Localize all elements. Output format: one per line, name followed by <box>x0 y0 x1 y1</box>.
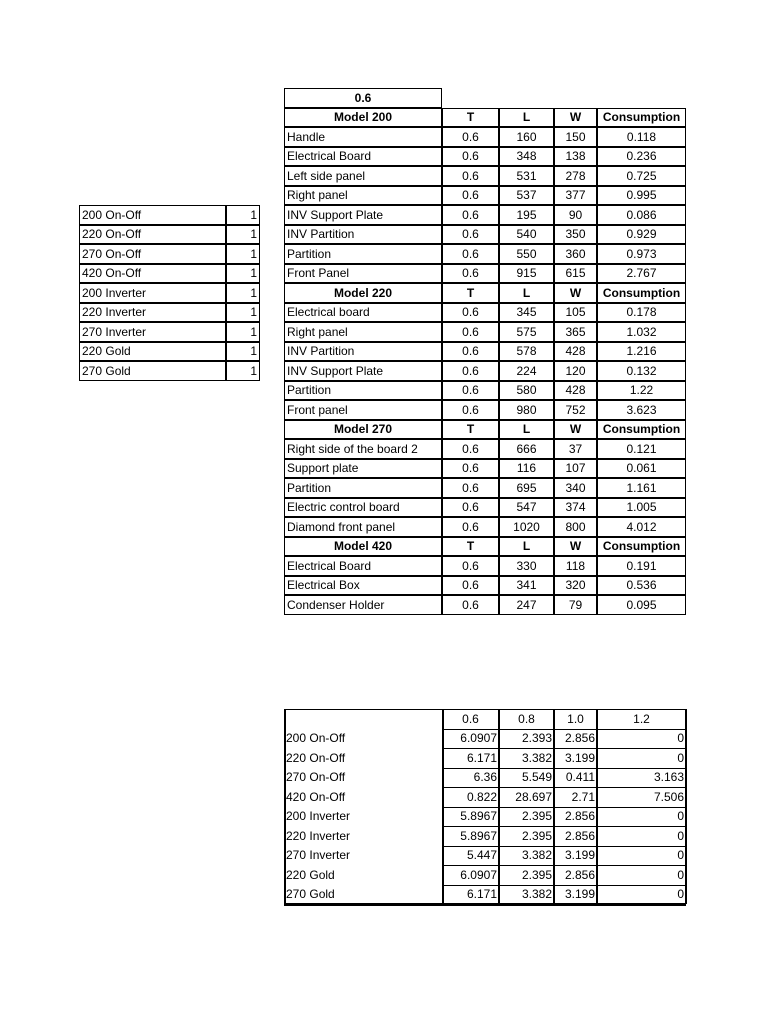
column-header: L <box>499 108 554 128</box>
part-name-cell: Electrical Board <box>284 147 442 167</box>
quantity-cell: 1 <box>226 225 260 245</box>
table-cell: 5.8967 <box>460 809 497 824</box>
table-cell: 915 <box>499 264 554 284</box>
part-name-cell: Electrical board <box>284 303 442 323</box>
table-cell: 547 <box>499 498 554 518</box>
table-cell: 0.6 <box>442 342 499 362</box>
model-name-cell: 220 Inverter <box>286 828 351 843</box>
table-cell: 3.199 <box>564 750 595 765</box>
part-name-cell: Diamond front panel <box>284 517 442 537</box>
table-cell: 0.995 <box>597 186 686 206</box>
table-cell: 0.118 <box>597 127 686 147</box>
table-cell: 1.161 <box>597 478 686 498</box>
table-cell: 3.199 <box>564 848 595 863</box>
table-cell: 0.6 <box>442 498 499 518</box>
model-name-cell: 270 Inverter <box>286 848 351 863</box>
part-name-cell: Right side of the board 2 <box>284 439 442 459</box>
model-header: Model 220 <box>284 283 442 303</box>
table-cell: 0 <box>677 867 684 882</box>
model-name-cell: 220 On-Off <box>79 225 226 245</box>
quantity-cell: 1 <box>226 342 260 362</box>
table-cell: 0 <box>677 731 684 746</box>
table-cell: 2.856 <box>564 809 595 824</box>
table-cell: 6.0907 <box>460 867 497 882</box>
model-name-cell: 420 On-Off <box>286 789 346 804</box>
table-cell: 0.929 <box>597 225 686 245</box>
model-name-cell: 270 On-Off <box>79 244 226 264</box>
model-header: Model 420 <box>284 537 442 557</box>
table-cell: 550 <box>499 244 554 264</box>
table-cell: 0 <box>677 750 684 765</box>
table-cell: 0.236 <box>597 147 686 167</box>
table-cell: 37 <box>554 439 597 459</box>
table-cell: 150 <box>554 127 597 147</box>
table-cell: 28.697 <box>515 789 552 804</box>
table-cell: 0.6 <box>442 225 499 245</box>
table-cell: 2.856 <box>564 828 595 843</box>
table-cell: 320 <box>554 576 597 596</box>
table-cell: 224 <box>499 361 554 381</box>
table-cell: 116 <box>499 459 554 479</box>
table-cell: 428 <box>554 381 597 401</box>
table-cell: 6.36 <box>473 770 497 785</box>
table-cell: 0 <box>677 828 684 843</box>
table-cell: 2.395 <box>521 809 552 824</box>
table-cell: 2.71 <box>571 789 595 804</box>
model-name-cell: 270 On-Off <box>286 770 346 785</box>
table-cell: 980 <box>499 400 554 420</box>
table-title: 0.6 <box>284 88 442 108</box>
model-name-cell: 220 Inverter <box>79 303 226 323</box>
table-cell: 0.6 <box>442 264 499 284</box>
table-cell: 0.6 <box>442 459 499 479</box>
column-header: L <box>499 283 554 303</box>
table-cell: 345 <box>499 303 554 323</box>
table-cell: 531 <box>499 166 554 186</box>
table-cell: 2.856 <box>564 731 595 746</box>
table-cell: 278 <box>554 166 597 186</box>
model-name-cell: 200 Inverter <box>79 283 226 303</box>
table-cell: 0.095 <box>597 595 686 615</box>
column-header: W <box>554 537 597 557</box>
table-cell: 0.191 <box>597 556 686 576</box>
model-name-cell: 220 On-Off <box>286 750 346 765</box>
model-name-cell: 200 On-Off <box>286 731 346 746</box>
table-cell: 3.382 <box>521 750 552 765</box>
quantity-cell: 1 <box>226 283 260 303</box>
table-cell: 247 <box>499 595 554 615</box>
table-cell: 5.447 <box>466 848 497 863</box>
table-cell: 2.393 <box>521 731 552 746</box>
table-cell: 3.199 <box>564 887 595 902</box>
table-cell: 3.623 <box>597 400 686 420</box>
column-header: L <box>499 420 554 440</box>
table-cell: 0.6 <box>442 147 499 167</box>
table-cell: 348 <box>499 147 554 167</box>
quantity-cell: 1 <box>226 205 260 225</box>
table-cell: 0.822 <box>466 789 497 804</box>
column-header: 0.8 <box>518 711 535 726</box>
table-cell: 0.178 <box>597 303 686 323</box>
column-header: 1.0 <box>567 711 584 726</box>
column-header: Consumption <box>597 537 686 557</box>
model-name-cell: 270 Inverter <box>79 322 226 342</box>
table-cell: 7.506 <box>653 789 684 804</box>
model-header: Model 200 <box>284 108 442 128</box>
quantity-cell: 1 <box>226 322 260 342</box>
model-name-cell: 420 On-Off <box>79 264 226 284</box>
part-name-cell: Partition <box>284 381 442 401</box>
table-cell: 120 <box>554 361 597 381</box>
table-cell: 1.005 <box>597 498 686 518</box>
column-header: W <box>554 108 597 128</box>
table-cell: 6.0907 <box>460 731 497 746</box>
part-name-cell: Electrical Box <box>284 576 442 596</box>
quantity-cell: 1 <box>226 264 260 284</box>
table-cell: 0.132 <box>597 361 686 381</box>
table-cell: 0.6 <box>442 576 499 596</box>
table-cell: 0.536 <box>597 576 686 596</box>
table-cell: 105 <box>554 303 597 323</box>
model-name-cell: 220 Gold <box>286 867 335 882</box>
quantity-cell: 1 <box>226 361 260 381</box>
part-name-cell: Partition <box>284 478 442 498</box>
part-name-cell: Right panel <box>284 186 442 206</box>
table-cell: 0.6 <box>442 439 499 459</box>
part-name-cell: Electrical Board <box>284 556 442 576</box>
table-cell: 374 <box>554 498 597 518</box>
model-name-cell: 200 On-Off <box>79 205 226 225</box>
table-cell: 1.216 <box>597 342 686 362</box>
table-cell: 0.6 <box>442 478 499 498</box>
table-cell: 540 <box>499 225 554 245</box>
table-cell: 537 <box>499 186 554 206</box>
column-header: L <box>499 537 554 557</box>
table-cell: 6.171 <box>466 750 497 765</box>
table-cell: 0.086 <box>597 205 686 225</box>
table-cell: 0.6 <box>442 244 499 264</box>
table-cell: 2.395 <box>521 867 552 882</box>
table-cell: 340 <box>554 478 597 498</box>
column-header: W <box>554 420 597 440</box>
table-cell: 1.032 <box>597 322 686 342</box>
table-cell: 0.6 <box>442 205 499 225</box>
table-cell: 341 <box>499 576 554 596</box>
part-name-cell: Handle <box>284 127 442 147</box>
column-header: T <box>442 420 499 440</box>
table-cell: 0.6 <box>442 556 499 576</box>
column-header: Consumption <box>597 283 686 303</box>
part-name-cell: INV Support Plate <box>284 205 442 225</box>
table-cell: 79 <box>554 595 597 615</box>
table-cell: 2.395 <box>521 828 552 843</box>
table-cell: 0.6 <box>442 361 499 381</box>
model-name-cell: 270 Gold <box>79 361 226 381</box>
table-cell: 0.411 <box>565 770 595 785</box>
table-cell: 330 <box>499 556 554 576</box>
table-cell: 3.382 <box>521 848 552 863</box>
column-header: 1.2 <box>633 711 650 726</box>
model-name-cell: 270 Gold <box>286 887 335 902</box>
table-cell: 428 <box>554 342 597 362</box>
table-cell: 1020 <box>499 517 554 537</box>
column-header: Consumption <box>597 420 686 440</box>
model-name-cell: 220 Gold <box>79 342 226 362</box>
table-cell: 0.6 <box>442 400 499 420</box>
part-name-cell: Electric control board <box>284 498 442 518</box>
table-cell: 0 <box>677 887 684 902</box>
table-cell: 578 <box>499 342 554 362</box>
table-cell: 580 <box>499 381 554 401</box>
table-cell: 0.6 <box>442 186 499 206</box>
table-cell: 0.725 <box>597 166 686 186</box>
table-cell: 0.6 <box>442 127 499 147</box>
column-header: T <box>442 283 499 303</box>
table-cell: 0.6 <box>442 595 499 615</box>
model-name-cell: 200 Inverter <box>286 809 351 824</box>
column-header: T <box>442 108 499 128</box>
quantity-cell: 1 <box>226 244 260 264</box>
part-name-cell: Left side panel <box>284 166 442 186</box>
part-name-cell: INV Support Plate <box>284 361 442 381</box>
table-cell: 5.8967 <box>460 828 497 843</box>
table-cell: 575 <box>499 322 554 342</box>
part-name-cell: Condenser Holder <box>284 595 442 615</box>
table-cell: 0.6 <box>442 303 499 323</box>
table-cell: 0.973 <box>597 244 686 264</box>
part-name-cell: INV Partition <box>284 342 442 362</box>
table-cell: 350 <box>554 225 597 245</box>
column-header: Consumption <box>597 108 686 128</box>
table-cell: 0.121 <box>597 439 686 459</box>
table-cell: 0.061 <box>597 459 686 479</box>
table-cell: 0 <box>677 809 684 824</box>
table-cell: 0 <box>677 848 684 863</box>
quantity-cell: 1 <box>226 303 260 323</box>
table-cell: 118 <box>554 556 597 576</box>
part-name-cell: Partition <box>284 244 442 264</box>
model-header: Model 270 <box>284 420 442 440</box>
table-cell: 195 <box>499 205 554 225</box>
table-cell: 615 <box>554 264 597 284</box>
table-cell: 360 <box>554 244 597 264</box>
table-cell: 0.6 <box>442 322 499 342</box>
part-name-cell: INV Partition <box>284 225 442 245</box>
table-cell: 365 <box>554 322 597 342</box>
table-cell: 6.171 <box>466 887 497 902</box>
table-cell: 5.549 <box>521 770 552 785</box>
table-cell: 4.012 <box>597 517 686 537</box>
table-cell: 0.6 <box>442 517 499 537</box>
column-header: T <box>442 537 499 557</box>
part-name-cell: Right panel <box>284 322 442 342</box>
column-header: 0.6 <box>462 711 479 726</box>
table-cell: 377 <box>554 186 597 206</box>
table-cell: 3.382 <box>521 887 552 902</box>
table-cell: 2.767 <box>597 264 686 284</box>
table-cell: 3.163 <box>653 770 684 785</box>
table-cell: 800 <box>554 517 597 537</box>
table-cell: 0.6 <box>442 381 499 401</box>
table-cell: 160 <box>499 127 554 147</box>
table-cell: 1.22 <box>597 381 686 401</box>
table-cell: 752 <box>554 400 597 420</box>
table-cell: 695 <box>499 478 554 498</box>
table-cell: 138 <box>554 147 597 167</box>
table-cell: 107 <box>554 459 597 479</box>
table-cell: 0.6 <box>442 166 499 186</box>
table-cell: 90 <box>554 205 597 225</box>
part-name-cell: Front panel <box>284 400 442 420</box>
column-header: W <box>554 283 597 303</box>
table-cell: 666 <box>499 439 554 459</box>
part-name-cell: Front Panel <box>284 264 442 284</box>
table-cell: 2.856 <box>564 867 595 882</box>
part-name-cell: Support plate <box>284 459 442 479</box>
